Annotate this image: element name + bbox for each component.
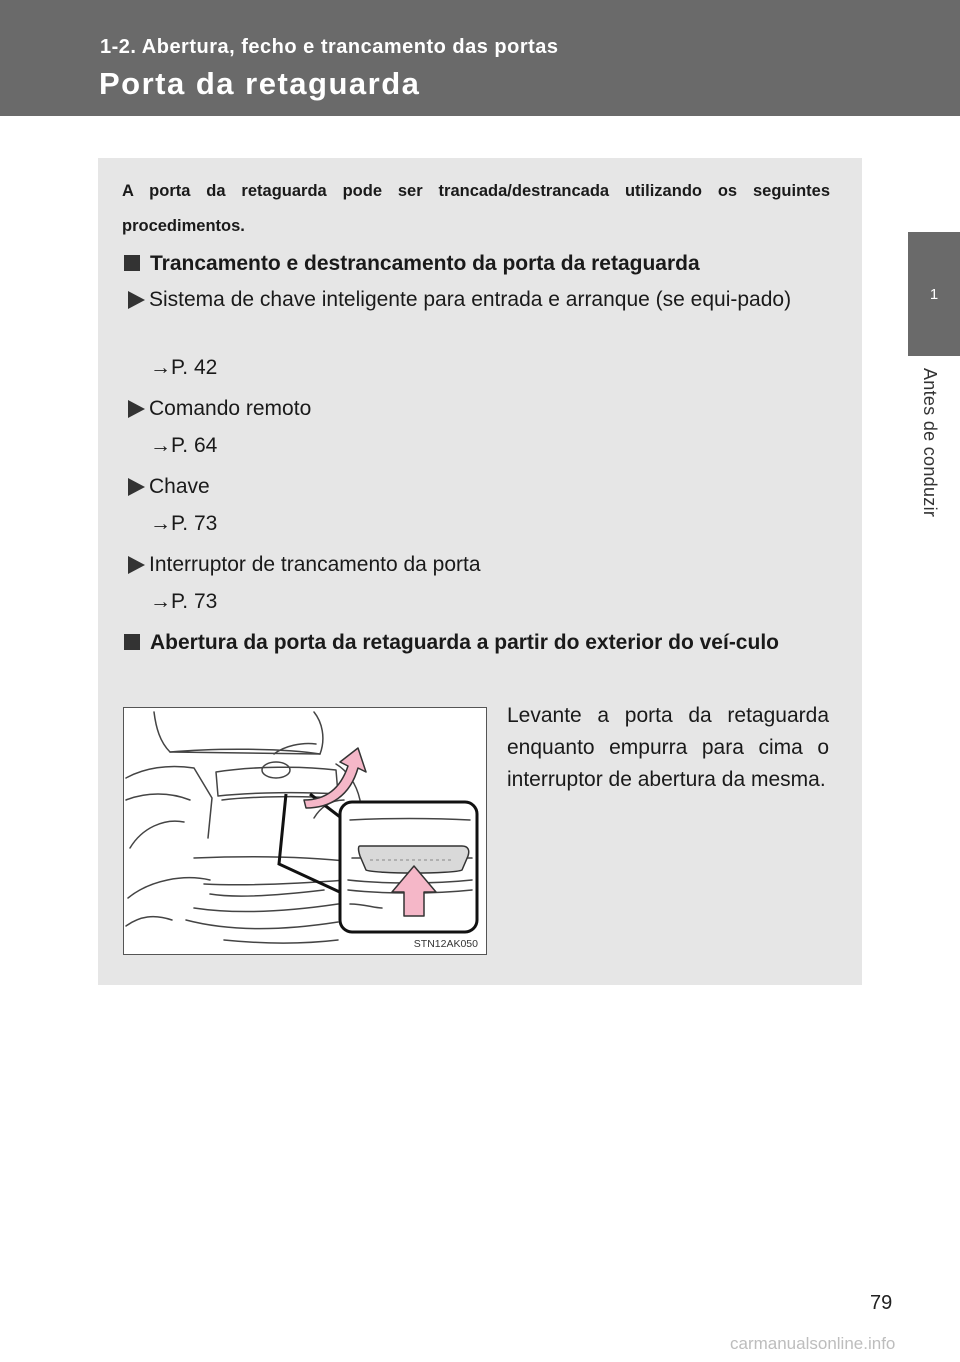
page-reference-link[interactable]: →P. 64 — [150, 434, 218, 457]
list-item — [128, 283, 830, 317]
chapter-number: 1 — [929, 285, 939, 303]
heading-locking — [124, 246, 830, 281]
list-item — [128, 470, 830, 504]
triangle-bullet-icon — [128, 478, 145, 496]
opening-instructions: Levante a porta da retaguarda enquanto empurra para cima o interruptor de abertura da mesma. — [507, 704, 829, 791]
list-item — [128, 392, 830, 426]
page-reference-link[interactable]: →P. 42 — [150, 356, 218, 379]
triangle-bullet-icon — [128, 291, 145, 309]
list-item-label: Interruptor de trancamento da porta — [149, 553, 481, 576]
page-header — [0, 0, 960, 116]
square-bullet-icon — [124, 255, 140, 271]
chapter-label: Antes de conduzir — [920, 368, 940, 518]
page-reference-link[interactable]: →P. 73 — [150, 512, 218, 535]
page-title: Porta da retaguarda — [99, 66, 421, 101]
chapter-tab[interactable] — [908, 232, 960, 356]
rear-door-drawing — [124, 708, 486, 954]
square-bullet-icon — [124, 634, 140, 650]
page-number: 79 — [870, 1292, 893, 1314]
list-item — [128, 548, 830, 582]
heading-text: Trancamento e destrancamento da porta da retaguarda — [150, 252, 700, 275]
intro-text: A porta da retaguarda pode ser trancada/destrancada utilizando os seguintes procedimentos. — [122, 182, 830, 235]
section-title: 1-2. Abertura, fecho e trancamento das portas — [100, 36, 559, 58]
list-item-label: Comando remoto — [149, 397, 312, 420]
list-item-label: Sistema de chave inteligente para entrada e arranque (se equi-pado) — [149, 288, 792, 311]
heading-opening — [124, 625, 830, 660]
page-reference-link[interactable]: →P. 73 — [150, 590, 218, 613]
watermark: carmanualsonline.info — [730, 1334, 896, 1353]
triangle-bullet-icon — [128, 556, 145, 574]
tailgate-illustration — [123, 707, 487, 955]
figure-code: STN12AK050 — [413, 938, 478, 950]
list-item-label: Chave — [149, 475, 210, 498]
heading-text: Abertura da porta da retaguarda a partir do exterior do veí-culo — [150, 631, 779, 654]
triangle-bullet-icon — [128, 400, 145, 418]
